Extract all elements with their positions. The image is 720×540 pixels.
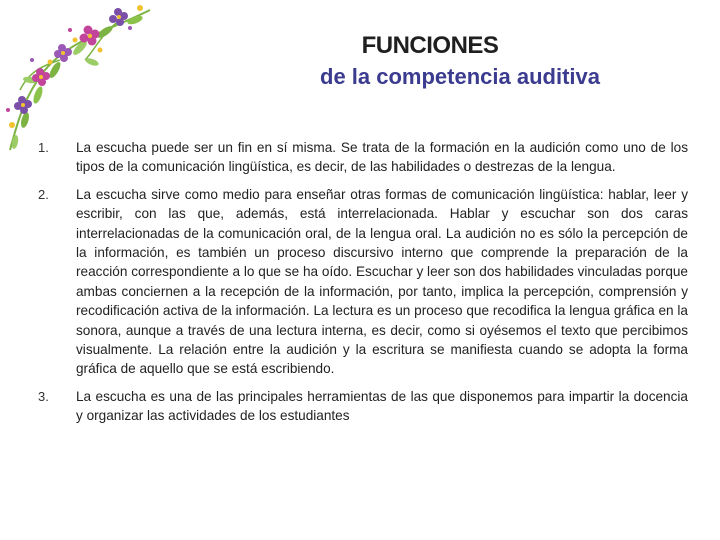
floral-wreath-icon (0, 0, 160, 160)
slide-subtitle: de la competencia auditiva (320, 64, 600, 89)
item-text: La escucha sirve como medio para enseñar otras formas de comunicación lingüística: hablar, leer y escribir, con las que, además, está interrelacionada. Hablar y escuchar son dos caras interrelacionadas de la comunicación oral, de la lengua oral. La audición no es sólo la percepción de la información, es también un proceso discursivo interno que comprende la preparación de la reacción correspondiente a lo que se ha oído. Escuchar y leer son dos habilidades vinculadas porque ambas conciernen a la recepción de la información, por tanto, implica la percepción, comprensión y recodificación activa de la información. La lectura es un proceso que recodifica la lengua gráfica en la sonora, aunque a través de una lectura interna, es decir, como si oyésemos el texto que percibimos visualmente. La relación entre la audición y la escritura se manifiesta cuando se adopta la forma gráfica de aquello que se está escribiendo. (76, 186, 688, 377)
item-number: 2. (38, 186, 49, 202)
functions-list (38, 138, 688, 434)
item-number: 1. (38, 140, 49, 155)
title-block (180, 30, 680, 92)
slide-title: FUNCIONES (361, 32, 499, 59)
item-text: La escucha es una de las principales herramientas de las que disponemos para impartir la docencia y organizar las actividades de los estudiantes (76, 388, 688, 424)
list-item (38, 185, 688, 379)
item-number: 3. (38, 388, 49, 404)
list-item (38, 387, 688, 426)
list-item (38, 138, 688, 177)
item-text: La escucha puede ser un fin en sí misma. Se trata de la formación en la audición como uno de los tipos de la comunicación lingüística, es decir, de las habilidades o destrezas de la lengua. (76, 140, 688, 175)
